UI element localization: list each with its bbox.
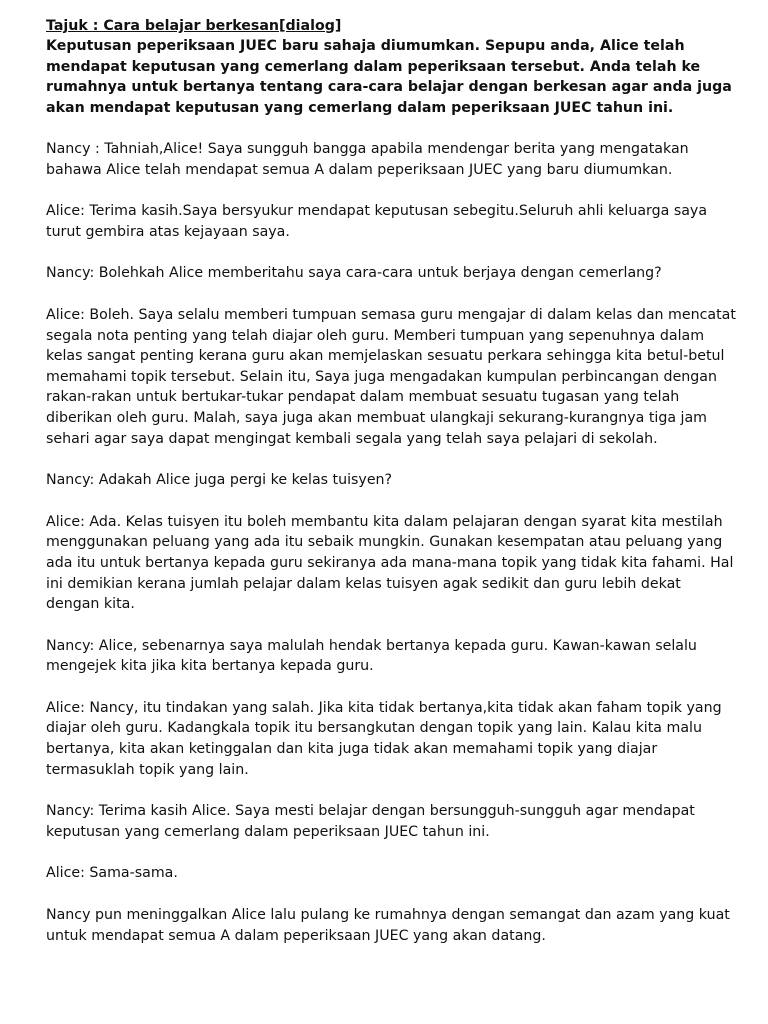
dialog-paragraph: Alice: Sama-sama. — [46, 865, 178, 882]
dialog-paragraph: Alice: Terima kasih.Saya bersyukur mendapat keputusan sebegitu.Seluruh ahli keluarga saya turut gembira atas kejayaan saya. — [46, 203, 708, 240]
dialog-paragraph: Alice: Ada. Kelas tuisyen itu boleh membantu kita dalam pelajaran dengan syarat kita mestilah menggunakan peluang yang ada itu sebaik mungkin. Gunakan kesempatan atau peluang yang ada itu untuk bertanya kepada guru sekiranya ada mana-mana topik yang tidak kita fahami. Hal ini demikian kerana jumlah pelajar dalam kelas tuisyen agak sedikit dan guru lebih dekat dengan kita. — [46, 513, 734, 613]
dialog-paragraph: Nancy: Alice, sebenarnya saya malulah hendak bertanya kepada guru. Kawan-kawan selalu mengejek kita jika kita bertanya kepada guru. — [46, 637, 697, 675]
dialog-paragraph: Nancy: Terima kasih Alice. Saya mesti belajar dengan bersungguh-sungguh agar mendapat keputusan yang cemerlang dalam peperiksaan JUEC tahun ini. — [46, 803, 695, 840]
dialog-paragraph: Nancy : Tahniah,Alice! Saya sungguh bangga apabila mendengar berita yang mengatakan bahawa Alice telah mendapat semua A dalam peperiksaan JUEC yang baru diumumkan. — [46, 141, 689, 178]
dialog-paragraph: Nancy: Adakah Alice juga pergi ke kelas tuisyen? — [46, 472, 393, 489]
document-intro: Keputusan peperiksaan JUEC baru sahaja diumumkan. Sepupu anda, Alice telah mendapat keputusan yang cemerlang dalam peperiksaan tersebut. Anda telah ke rumahnya untuk bertanya tentang cara-cara belajar dengan berkesan agar anda juga akan mendapat keputusan yang cemerlang dalam peperiksaan JUEC tahun ini. — [46, 38, 732, 116]
dialog-paragraph: Nancy: Bolehkah Alice memberitahu saya cara-cara untuk berjaya dengan cemerlang? — [46, 265, 662, 282]
closing-paragraph: Nancy pun meninggalkan Alice lalu pulang ke rumahnya dengan semangat dan azam yang kuat untuk mendapat semua A dalam peperiksaan JUEC yang akan datang. — [46, 907, 730, 944]
dialog-paragraph: Alice: Nancy, itu tindakan yang salah. Jika kita tidak bertanya,kita tidak akan faham topik yang diajar oleh guru. Kadangkala topik itu bersangkutan dengan topik yang lain. Kalau kita malu bertanya, kita akan ketinggalan dan kita juga tidak akan memahami topik yang diajar termasuklah topik yang lain. — [46, 699, 722, 778]
document-page — [46, 16, 736, 967]
document-title: Tajuk : Cara belajar berkesan[dialog] — [46, 18, 342, 34]
dialog-paragraph: Alice: Boleh. Saya selalu memberi tumpuan semasa guru mengajar di dalam kelas dan mencatat segala nota penting yang telah diajar oleh guru. Memberi tumpuan yang sepenuhnya dalam kelas sangat penting kerana guru akan memjelaskan sesuatu perkara sehingga kita betul-betul memahami topik tersebut. Selain itu, Saya juga mengadakan kumpulan perbincangan dengan rakan-rakan untuk bertukar-tukar pendapat dalam membuat sesuatu tugasan yang telah diberikan oleh guru. Malah, saya juga akan membuat ulangkaji sekurang-kurangnya tiga jam sehari agar saya dapat mengingat kembali segala yang telah saya pelajari di sekolah. — [46, 306, 736, 447]
